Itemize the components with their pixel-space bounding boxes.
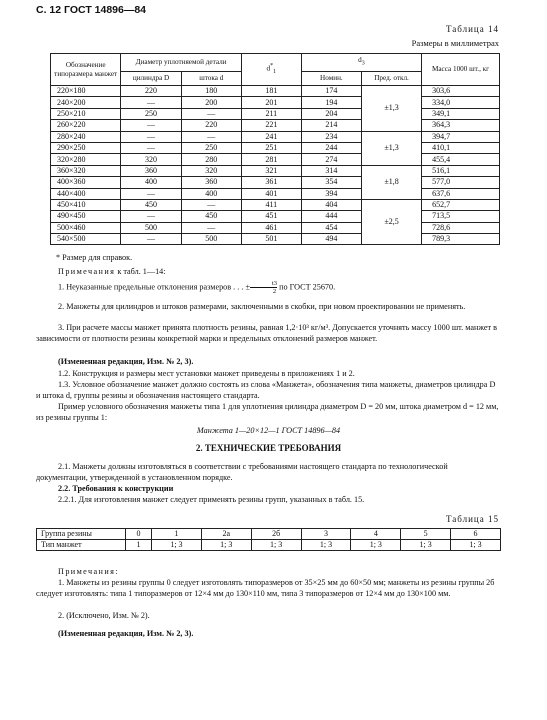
- table-cell: 450: [181, 211, 241, 222]
- section-2-title: 2. ТЕХНИЧЕСКИЕ ТРЕБОВАНИЯ: [195, 443, 342, 453]
- col-d3: $d_3$: [301, 54, 421, 72]
- table-row: [51, 199, 500, 210]
- table-cell: 204: [301, 108, 361, 119]
- table-cell: —: [181, 222, 241, 233]
- tolerance-cell: ±1,3: [362, 131, 422, 165]
- table15-caption: Таблица 15: [446, 514, 499, 524]
- table-cell: 220: [181, 120, 241, 131]
- col-mass: Масса 1000 шт., кг: [422, 54, 500, 86]
- table-14: [50, 53, 500, 245]
- table-cell: 516,1: [422, 165, 500, 176]
- table-row: [51, 211, 500, 222]
- table-cell: 280: [181, 154, 241, 165]
- table-cell: 349,1: [422, 108, 500, 119]
- table-cell: 5: [401, 529, 451, 540]
- table-row: [51, 131, 500, 142]
- table-cell: 494: [301, 234, 361, 245]
- table-cell: 637,6: [422, 188, 500, 199]
- table-cell: 404: [301, 199, 361, 210]
- table-cell: 354: [301, 177, 361, 188]
- table-cell: 652,7: [422, 199, 500, 210]
- table-cell: 220: [121, 86, 181, 97]
- table-cell: 6: [451, 529, 501, 540]
- table-cell: 444: [301, 211, 361, 222]
- col-d3-tolerance: Пред. откл.: [362, 72, 422, 86]
- table-cell: —: [181, 108, 241, 119]
- tolerance-cell: ±1,3: [362, 86, 422, 132]
- table-row: [51, 97, 500, 108]
- table-cell: 451: [241, 211, 301, 222]
- note-3: 3. При расчете массы манжет принята плотность резины, равная 1,2·10³ кг/м³. Допускается уточнять массу 1000 шт. манжет в зависимости от плотности резины конкретной марки и предельных отклонений размеров манжет.: [36, 323, 498, 343]
- table-cell: —: [121, 97, 181, 108]
- table14-caption: Таблица 14: [446, 24, 499, 34]
- notes2-item-1: 1. Манжеты из резины группы 0 следует изготовлять типоразмеров от 35×25 мм до 60×50 мм; манжеты из резины группы 2б следует изготовлять: типа 1 типоразмеров от 12×4 мм до 130×110 мм, типа 3 типоразмеров от 12×4 мм до 130×100 мм.: [36, 578, 495, 598]
- table-cell: 250: [181, 142, 241, 153]
- table-cell: 181: [241, 86, 301, 97]
- table-cell: 244: [301, 142, 361, 153]
- table-cell: 250×210: [51, 108, 121, 119]
- table-cell: 200: [181, 97, 241, 108]
- table-cell: 400: [121, 177, 181, 188]
- table-cell: 440×400: [51, 188, 121, 199]
- table-cell: 320: [181, 165, 241, 176]
- table-cell: 274: [301, 154, 361, 165]
- table-cell: 211: [241, 108, 301, 119]
- table-cell: 360: [121, 165, 181, 176]
- note-1: 1. Неуказанные предельные отклонения размеров . . . ± $\frac{t3}{2}$ по ГОСТ 25670.: [58, 280, 336, 295]
- table-cell: 1; 3: [201, 540, 251, 551]
- table15-row-group: Группа резины 0 1 2а 2б 3 4 5 6: [37, 529, 501, 540]
- table-row: [51, 142, 500, 153]
- table-cell: 1; 3: [301, 540, 351, 551]
- table-cell: 411: [241, 199, 301, 210]
- table-cell: 364,3: [422, 120, 500, 131]
- table14-units: Размеры в миллиметрах: [411, 38, 499, 48]
- page-header: С. 12 ГОСТ 14896—84: [36, 4, 147, 16]
- table-cell: 461: [241, 222, 301, 233]
- table-cell: 221: [241, 120, 301, 131]
- para-2-1: 2.1. Манжеты должны изготовляться в соответствии с требованиями настоящего стандарта по технологической документации, утвержденной в установленном порядке.: [36, 462, 448, 482]
- table-cell: 455,4: [422, 154, 500, 165]
- table-cell: 314: [301, 165, 361, 176]
- table-cell: 361: [241, 177, 301, 188]
- table-row: [51, 154, 500, 165]
- table14-body: [51, 86, 500, 245]
- table-cell: 400: [181, 188, 241, 199]
- example-designation: Пример условного обозначения манжеты типа 1 для уплотнения цилиндра диаметром D = 20 мм, штока диаметром d = 12 мм, из резины группы 1:: [36, 402, 499, 422]
- table-cell: 241: [241, 131, 301, 142]
- table-cell: 251: [241, 142, 301, 153]
- table-cell: 320×280: [51, 154, 121, 165]
- table-cell: 4: [351, 529, 401, 540]
- table-cell: 234: [301, 131, 361, 142]
- fraction: $\frac{t3}{2}$: [250, 280, 277, 295]
- table15-row-type: Тип манжет 1 1; 3 1; 3 1; 3 1; 3 1; 3 1; 3 1; 3: [37, 540, 501, 551]
- table-cell: 394: [301, 188, 361, 199]
- table-cell: 540×500: [51, 234, 121, 245]
- table-cell: 334,0: [422, 97, 500, 108]
- table-row: [51, 86, 500, 97]
- table-cell: 220×180: [51, 86, 121, 97]
- table-cell: —: [181, 199, 241, 210]
- table-cell: 454: [301, 222, 361, 233]
- table-cell: 303,6: [422, 86, 500, 97]
- table-cell: 214: [301, 120, 361, 131]
- table-cell: 577,0: [422, 177, 500, 188]
- table-cell: 1; 3: [251, 540, 301, 551]
- table-cell: 360×320: [51, 165, 121, 176]
- table-row: [51, 222, 500, 233]
- table-cell: —: [121, 188, 181, 199]
- table-row: [51, 120, 500, 131]
- table-row: [51, 234, 500, 245]
- table-15: [36, 528, 501, 551]
- table-cell: —: [121, 142, 181, 153]
- table-cell: 450×410: [51, 199, 121, 210]
- table-cell: 1; 3: [351, 540, 401, 551]
- table-cell: 360: [181, 177, 241, 188]
- table-cell: —: [121, 211, 181, 222]
- para-1-2: 1.2. Конструкция и размеры мест установки манжет приведены в приложениях 1 и 2.: [58, 369, 355, 378]
- tolerance-cell: ±1,8: [362, 165, 422, 199]
- table-cell: 3: [301, 529, 351, 540]
- table-cell: 401: [241, 188, 301, 199]
- table-cell: —: [121, 120, 181, 131]
- table-cell: 321: [241, 165, 301, 176]
- table-cell: —: [181, 131, 241, 142]
- table-cell: 1; 3: [152, 540, 202, 551]
- notes-heading: Примечания к табл. 1—14:: [58, 267, 166, 276]
- table-cell: 0: [126, 529, 152, 540]
- table-cell: 501: [241, 234, 301, 245]
- table-cell: 394,7: [422, 131, 500, 142]
- table-cell: 1; 3: [451, 540, 501, 551]
- table-row: [51, 188, 500, 199]
- col-cylinder: цилиндра D: [121, 72, 181, 86]
- table-cell: 490×450: [51, 211, 121, 222]
- table-cell: 500: [181, 234, 241, 245]
- table-cell: 1: [152, 529, 202, 540]
- designation-formula: Манжета 1—20×12—1 ГОСТ 14896—84: [196, 426, 341, 435]
- col-d3-nominal: Номин.: [301, 72, 361, 86]
- note-2: 2. Манжеты для цилиндров и штоков размерами, заключенными в скобки, при новом проектировании не применять.: [58, 302, 466, 311]
- table-cell: 500: [121, 222, 181, 233]
- para-2-2: 2.2. Требования к конструкции: [58, 484, 174, 493]
- table-cell: 500×460: [51, 222, 121, 233]
- table-cell: 250: [121, 108, 181, 119]
- table-cell: 450: [121, 199, 181, 210]
- tolerance-cell: ±2,5: [362, 199, 422, 245]
- table-cell: —: [121, 131, 181, 142]
- table-cell: 281: [241, 154, 301, 165]
- table-cell: 410,1: [422, 142, 500, 153]
- table-cell: 201: [241, 97, 301, 108]
- table-cell: 320: [121, 154, 181, 165]
- table-cell: 174: [301, 86, 361, 97]
- table-row: [51, 108, 500, 119]
- col-diameter: Диаметр уплотняемой детали: [121, 54, 241, 72]
- table-cell: —: [121, 234, 181, 245]
- table-cell: 2а: [201, 529, 251, 540]
- edition-note-1: (Измененная редакция, Изм. № 2, 3).: [58, 357, 194, 366]
- table-row: [51, 165, 500, 176]
- edition-note-2: (Измененная редакция, Изм. № 2, 3).: [58, 629, 194, 638]
- col-designation: Обозначение типоразмера манжет: [51, 54, 121, 86]
- notes2-heading: Примечания:: [58, 567, 119, 576]
- table-cell: 280×240: [51, 131, 121, 142]
- table-cell: 789,3: [422, 234, 500, 245]
- table-cell: 728,6: [422, 222, 500, 233]
- table-cell: 180: [181, 86, 241, 97]
- footnote: * Размер для справок.: [56, 253, 133, 262]
- table-cell: 713,5: [422, 211, 500, 222]
- table-cell: 260×220: [51, 120, 121, 131]
- table-cell: 290×250: [51, 142, 121, 153]
- table-cell: 194: [301, 97, 361, 108]
- col-rod: штока d: [181, 72, 241, 86]
- para-1-3: 1.3. Условное обозначение манжет должно состоять из слова «Манжета», обозначения типа манжеты, диаметров цилиндра D и штока d, группы резины и обозначения настоящего стандарта.: [36, 380, 496, 400]
- col-d1: $d^*_1$: [241, 54, 301, 86]
- table-cell: 2б: [251, 529, 301, 540]
- table-cell: 1; 3: [401, 540, 451, 551]
- table-cell: 1: [126, 540, 152, 551]
- table-cell: 240×200: [51, 97, 121, 108]
- table-cell: 400×360: [51, 177, 121, 188]
- table-row: [51, 177, 500, 188]
- para-2-2-1: 2.2.1. Для изготовления манжет следует применять резины групп, указанных в табл. 15.: [58, 495, 365, 504]
- notes2-item-2: 2. (Исключено, Изм. № 2).: [58, 611, 150, 620]
